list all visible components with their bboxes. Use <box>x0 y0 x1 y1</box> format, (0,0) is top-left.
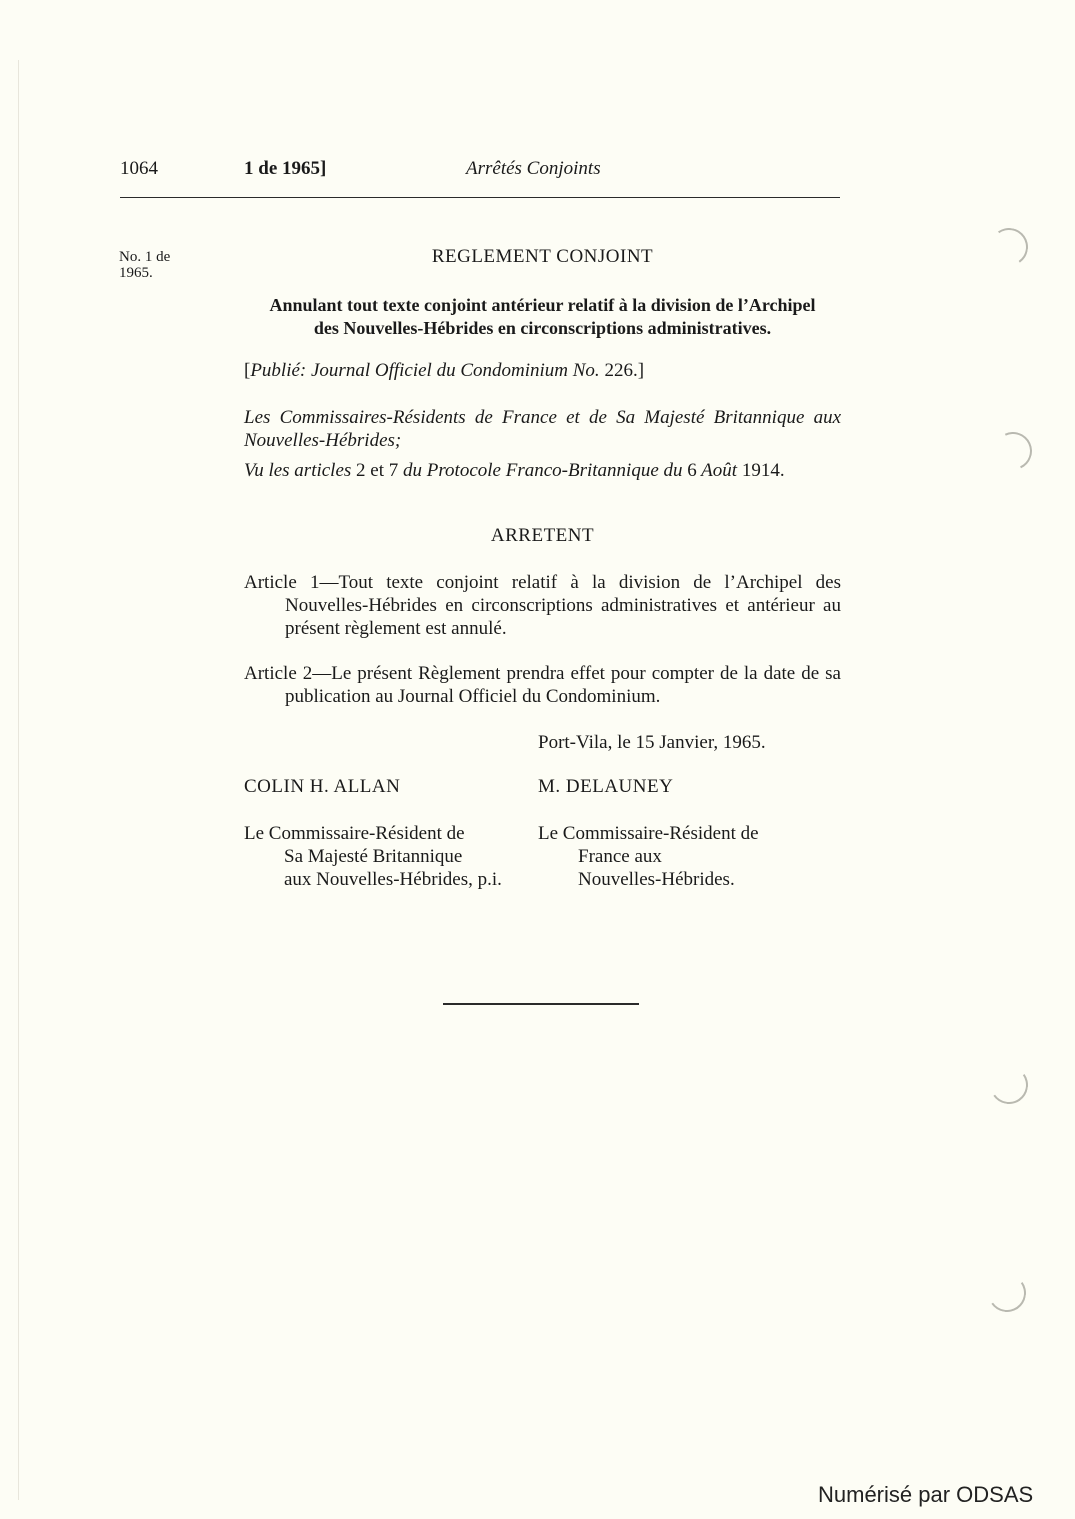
article-1: Article 1—Tout texte conjoint relatif à la division de l’Archipel des Nouvelles-Hébrides en circonscriptions administratives et antérieur au présent règlement est annulé. <box>244 572 841 639</box>
publication-suffix: 226.] <box>599 360 645 381</box>
punch-hole-icon <box>985 1271 1029 1315</box>
signatory-name-left: COLIN H. ALLAN <box>244 776 401 797</box>
preamble-visa-d: 6 <box>687 460 697 481</box>
document-title: REGLEMENT CONJOINT <box>431 246 654 267</box>
header-reference: 1 de 1965] <box>244 158 327 179</box>
margin-note <box>119 249 170 281</box>
place-date: Port-Vila, le 15 Janvier, 1965. <box>538 732 766 753</box>
signatory-left-line3: aux Nouvelles-Hébrides, p.i. <box>284 869 502 890</box>
publication-note <box>244 360 644 382</box>
page-number: 1064 <box>120 158 158 179</box>
signatory-left-line1: Le Commissaire-Résident de <box>244 823 465 844</box>
subtitle-line1: Annulant tout texte conjoint antérieur relatif à la division de l’Archipel <box>269 295 816 315</box>
signatory-right-line3: Nouvelles-Hébrides. <box>578 869 735 890</box>
signatory-right-line1: Le Commissaire-Résident de <box>538 823 759 844</box>
preamble-visa <box>244 459 841 482</box>
preamble-visa-e: Août <box>696 460 742 481</box>
preamble-visa-a: Vu les articles <box>244 460 357 481</box>
signatory-name-right: M. DELAUNEY <box>538 776 674 797</box>
header-rule <box>120 197 840 198</box>
preamble-visa-f: 1914. <box>741 460 785 481</box>
closing-rule <box>443 1003 639 1005</box>
margin-note-line1: No. 1 de <box>119 249 171 265</box>
document-subtitle <box>244 294 841 340</box>
header-section-title: Arrêtés Conjoints <box>466 158 601 179</box>
decree-heading: ARRETENT <box>490 525 595 546</box>
margin-note-line2: 1965. <box>119 265 153 281</box>
punch-hole-icon <box>987 1063 1031 1107</box>
publication-italic: Publié: Journal Officiel du Condominium No. <box>250 360 600 381</box>
preamble-commissioners: Les Commissaires-Résidents de France et de Sa Majesté Britannique aux Nouvelles-Hébrides; <box>244 407 841 451</box>
preamble-visa-b: 2 et 7 <box>356 460 399 481</box>
signatory-title-right <box>538 822 759 891</box>
punch-hole-icon <box>987 225 1031 269</box>
signatory-left-line2: Sa Majesté Britannique <box>284 846 463 867</box>
subtitle-line2: des Nouvelles-Hébrides en circonscriptions administratives. <box>313 318 772 338</box>
signatory-right-line2: France aux <box>578 846 662 867</box>
article-2: Article 2—Le présent Règlement prendra effet pour compter de la date de sa publication au Journal Officiel du Condominium. <box>244 663 841 707</box>
preamble-visa-c: du Protocole Franco-Britannique du <box>398 460 688 481</box>
page-edge-line <box>18 60 19 1500</box>
digitization-watermark: Numérisé par ODSAS <box>818 1482 1034 1507</box>
signatory-title-left <box>244 822 502 891</box>
publication-prefix: [ <box>244 360 251 381</box>
punch-hole-icon <box>989 427 1038 476</box>
